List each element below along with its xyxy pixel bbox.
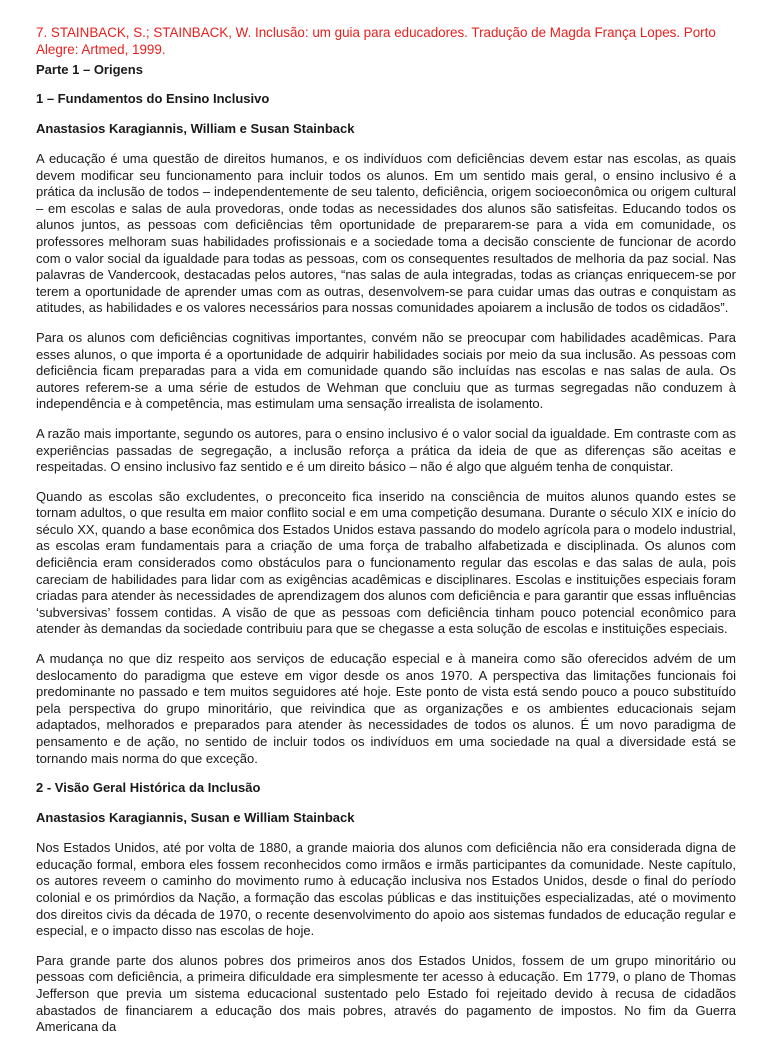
paragraph: Quando as escolas são excludentes, o preconceito fica inserido na consciência de muitos alunos quando estes se tornam adultos, o que resulta em maior conflito social e em uma competição desumana. Durante o século XIX e início do século XX, quando a base econômica dos Estados Unidos estava passando do modelo agrícola para o modelo industrial, as escolas eram fundamentais para a criação de uma força de trabalho alfabetizada e disciplinada. Os alunos com deficiência eram considerados como obstáculos para o funcionamento regular das escolas e das salas de aula, pois careciam de habilidades para lidar com as exigências acadêmicas e disciplinares. Escolas e instituições especiais foram criadas para atender às necessidades de aprendizagem dos alunos com deficiência e para garantir que essas influências ‘subversivas’ fossem contidas. A visão de que as pessoas com deficiência tinham pouco potencial econômico para atender às demandas da sociedade contribuiu para que se chegasse a esta solução de escolas e instituições especiais. <box>36 488 736 637</box>
chapter-authors: Anastasios Karagiannis, William e Susan Stainback <box>36 121 355 136</box>
chapter-title: 1 – Fundamentos do Ensino Inclusivo <box>36 91 270 106</box>
paragraph: A mudança no que diz respeito aos serviços de educação especial e à maneira como são oferecidos advém de um deslocamento do paradigma que esteve em vigor desde os anos 1970. A perspectiva das limitações funcionais foi predominante no passado e tem muitos seguidores até hoje. Este ponto de vista está sendo pouco a pouco substituído pela perspectiva do grupo minoritário, que reivindica que as organizações e os ambientes educacionais sejam adaptados, melhorados e preparados para atender às necessidades de todos os alunos. É um novo paradigma de pensamento e de ação, no sentido de incluir todos os indivíduos em uma sociedade na qual a diversidade está se tornando mais norma do que exceção. <box>36 651 736 766</box>
paragraph: A educação é uma questão de direitos humanos, e os indivíduos com deficiências devem estar nas escolas, as quais devem modificar seu funcionamento para incluir todos os alunos. Em um sentido mais geral, o ensino inclusivo é a prática da inclusão de todos – independentemente de seu talento, deficiência, origem socioeconômica ou origem cultural – em escolas e salas de aula provedoras, onde todas as necessidades dos alunos são satisfeitas. Educando todos os alunos juntos, as pessoas com deficiências têm oportunidade de prepararem-se para a vida em comunidade, os professores melhoram suas habilidades profissionais e a sociedade toma a decisão consciente de funcionar de acordo com o valor social da igualdade para todas as pessoas, com os consequentes resultados de melhoria da paz social. Nas palavras de Vandercook, destacadas pelos autores, “nas salas de aula integradas, todas as crianças enriquecem-se por terem a oportunidade de aprender umas com as outras, desenvolvem-se para cuidar umas das outras e conquistam as atitudes, as habilidades e os valores necessários para nossas comunidades apoiarem a inclusão de todos os cidadãos”. <box>36 151 736 316</box>
document-page <box>36 24 736 1049</box>
chapter-title: 2 - Visão Geral Histórica da Inclusão <box>36 780 261 796</box>
paragraph: A razão mais importante, segundo os autores, para o ensino inclusivo é o valor social da igualdade. Em contraste com as experiências passadas de segregação, a inclusão reforça a prática da ideia de que as diferenças são aceitas e respeitadas. O ensino inclusivo faz sentido e é um direito básico – não é algo que alguém tenha de conquistar. <box>36 425 736 475</box>
paragraph: Nos Estados Unidos, até por volta de 1880, a grande maioria dos alunos com deficiência não era considerada digna de educação formal, embora eles fossem reconhecidos como irmãos e irmãs participantes da comunidade. Neste capítulo, os autores reveem o caminho do movimento rumo à educação inclusiva nos Estados Unidos, desde o final do período colonial e os primórdios da Nação, a formação das escolas públicas e das instituições especializadas, até o movimento dos direitos civis da década de 1970, o recente desenvolvimento do apoio aos sistemas fundados de educação regular e especial, e o impacto disso nas escolas de hoje. <box>36 840 736 939</box>
bibliographic-reference: 7. STAINBACK, S.; STAINBACK, W. Inclusão: um guia para educadores. Tradução de Magda França Lopes. Porto Alegre: Artmed, 1999. <box>36 25 716 57</box>
paragraph: Para os alunos com deficiências cognitivas importantes, convém não se preocupar com habilidades acadêmicas. Para esses alunos, o que importa é a oportunidade de adquirir habilidades sociais por meio da sua inclusão. As pessoas com deficiência ficam preparadas para a vida em comunidade quando são incluídas nas escolas e nas salas de aula. Os autores referem-se a uma série de estudos de Wehman que concluiu que as turmas segregadas não conduzem à independência e à competência, mas estimulam uma sensação irrealista de isolamento. <box>36 329 736 412</box>
part-title: Parte 1 – Origens <box>36 62 143 77</box>
chapter-authors: Anastasios Karagiannis, Susan e William Stainback <box>36 810 355 826</box>
paragraph: Para grande parte dos alunos pobres dos primeiros anos dos Estados Unidos, fossem de um grupo minoritário ou pessoas com deficiência, a primeira dificuldade era simplesmente ter acesso à educação. Em 1779, o plano de Thomas Jefferson que previa um sistema educacional sustentado pelo Estado foi rejeitado devido à recusa de cidadãos abastados de financiarem a educação dos mais pobres, através do pagamento de impostos. No fim da Guerra Americana da <box>36 952 736 1035</box>
